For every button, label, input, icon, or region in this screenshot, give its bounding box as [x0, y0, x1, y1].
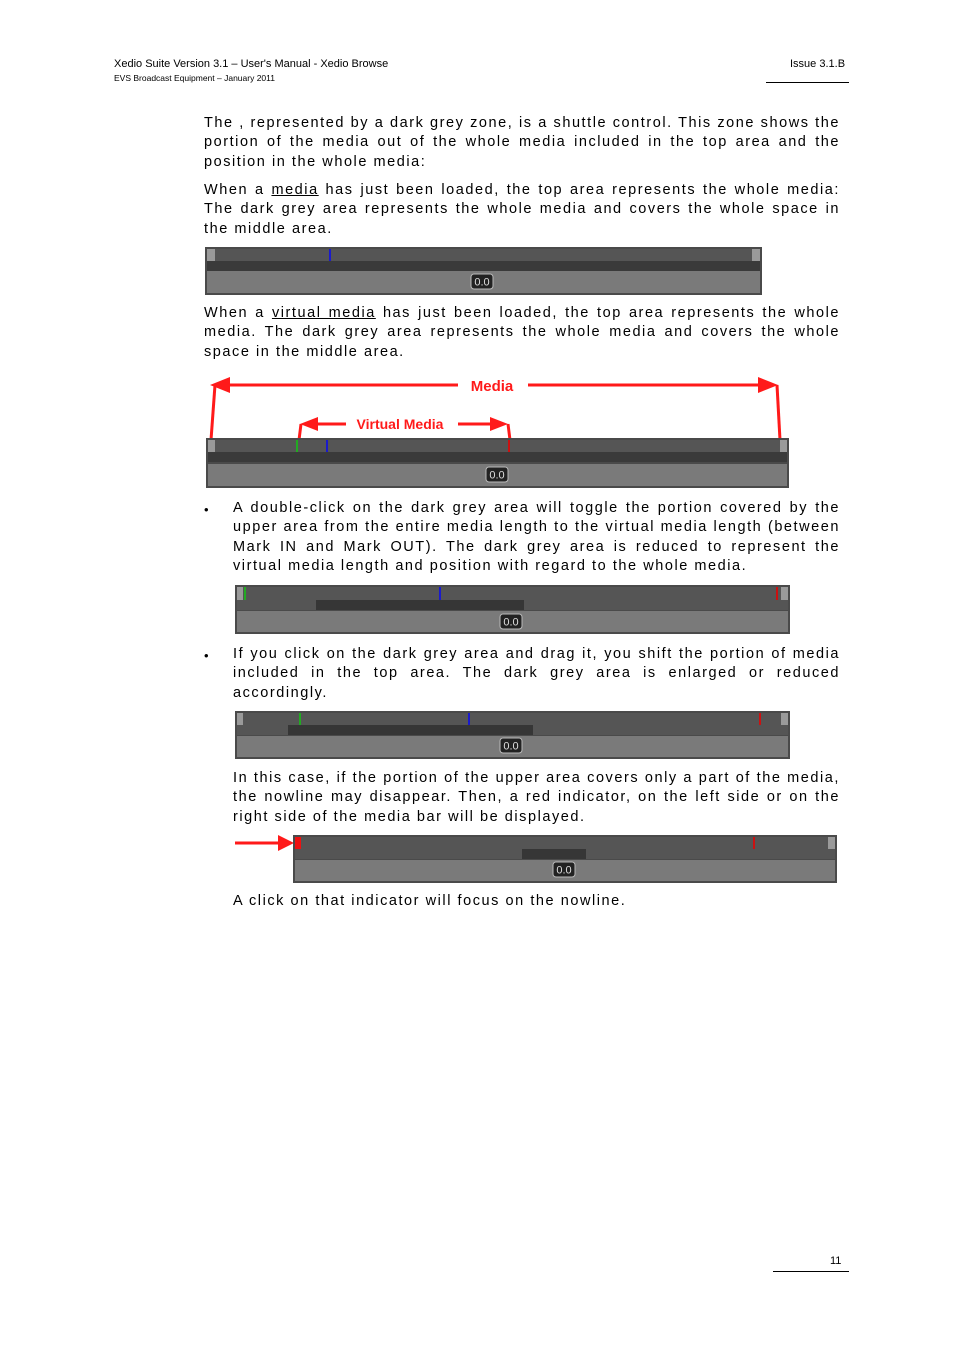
- mark-out-marker: [759, 713, 761, 725]
- page-number: 11: [830, 1255, 842, 1267]
- final-paragraph: A click on that indicator will focus on the nowline.: [233, 893, 627, 909]
- dark-grey-area[interactable]: [288, 725, 533, 735]
- mark-in-marker: [296, 440, 298, 452]
- header-subtitle: EVS Broadcast Equipment – January 2011: [114, 73, 275, 83]
- left-handle[interactable]: [208, 440, 215, 452]
- header-issue: Issue 3.1.B: [790, 58, 846, 70]
- timecode-text: 0.0: [503, 616, 519, 629]
- dark-grey-area[interactable]: [316, 600, 524, 610]
- dark-grey-area[interactable]: [207, 261, 760, 271]
- virtual-left-leg: [299, 424, 301, 440]
- media-arrowhead-left: [210, 377, 230, 393]
- bullet2-paragraph: If you click on the dark grey area and drag it, you shift the portion of media included in the top area. The dark grey area is enlarged or reduced accordingly.: [233, 646, 840, 701]
- figure-virtual-media: [204, 372, 790, 490]
- right-handle[interactable]: [781, 587, 788, 600]
- header-title: Xedio Suite Version 3.1 – User's Manual - Xedio Browse: [114, 58, 389, 70]
- timecode-text: 0.0: [489, 469, 505, 482]
- indicator-arrowhead: [278, 835, 294, 851]
- bullet1-paragraph: A double-click on the dark grey area will toggle the portion covered by the upper area from the entire media length to the virtual media length (between Mark IN and Mark OUT). The dark grey area is reduced to represent the virtual media length and position with regard to the whole media.: [233, 500, 840, 575]
- right-handle[interactable]: [781, 713, 788, 725]
- case-paragraph: In this case, if the portion of the upper area covers only a part of the media, the nowline may disappear. Then, a red indicator, on the left side or on the right side of the media bar will be displayed.: [233, 770, 840, 825]
- left-handle[interactable]: [237, 587, 243, 600]
- virtual-arrowhead-left: [300, 417, 318, 431]
- nowline-marker: [326, 440, 328, 452]
- figure-media-bar: [205, 247, 762, 295]
- media-right-leg: [777, 385, 780, 440]
- figure-red-indicator: [232, 832, 838, 884]
- media-pre: When a: [204, 182, 272, 198]
- media-label: Media: [470, 378, 514, 395]
- mark-out-marker: [753, 837, 755, 849]
- virtual-paragraph: [204, 304, 840, 362]
- timecode-text: 0.0: [503, 740, 519, 753]
- mark-out-marker: [508, 440, 510, 452]
- left-handle[interactable]: [237, 713, 243, 725]
- footer-rule: [773, 1271, 849, 1272]
- virtual-post: has just been loaded, the top area represents the whole media. The dark grey area represents the whole media and covers the whole space in the middle area.: [204, 305, 840, 360]
- virtual-media-label: Virtual Media: [356, 416, 444, 432]
- nowline-marker: [439, 587, 441, 600]
- header-rule: [766, 82, 849, 83]
- right-handle[interactable]: [828, 837, 835, 849]
- nowline-marker: [468, 713, 470, 725]
- media-post: has just been loaded, the top area represents the whole media: The dark grey area represents the whole media and covers the whole space in the middle area.: [204, 182, 841, 237]
- bullet-symbol: •: [204, 648, 209, 663]
- timecode-text: 0.0: [556, 864, 572, 877]
- virtual-pre: When a: [204, 305, 272, 321]
- media-left-leg: [211, 385, 215, 440]
- media-paragraph: [204, 181, 840, 239]
- top-area: [237, 587, 788, 600]
- bullet-symbol: •: [204, 502, 209, 517]
- top-area: [237, 713, 788, 725]
- virtual-arrowhead-right: [490, 417, 508, 431]
- virtual-link[interactable]: virtual media: [271, 305, 376, 321]
- mark-in-marker: [299, 713, 301, 725]
- top-area: [207, 249, 760, 261]
- right-handle[interactable]: [780, 440, 787, 452]
- virtual-right-leg: [508, 424, 510, 440]
- left-handle[interactable]: [207, 249, 215, 261]
- top-area: [208, 440, 787, 452]
- dark-grey-area[interactable]: [522, 849, 586, 859]
- media-arrowhead-right: [758, 377, 778, 393]
- red-indicator[interactable]: [295, 837, 301, 849]
- media-link[interactable]: media: [271, 182, 319, 198]
- timecode-text: 0.0: [474, 276, 490, 289]
- right-handle[interactable]: [752, 249, 760, 261]
- mark-out-marker: [776, 587, 778, 600]
- intro-paragraph: The , represented by a dark grey zone, is a shuttle control. This zone shows the portion of the media out of the whole media included in the top area and the position in the whole media:: [204, 115, 840, 170]
- figure-toggle-bar: [235, 585, 790, 634]
- nowline-marker: [329, 249, 331, 261]
- figure-drag-bar: [235, 711, 790, 759]
- dark-grey-area[interactable]: [208, 452, 787, 462]
- mark-in-marker: [244, 587, 246, 600]
